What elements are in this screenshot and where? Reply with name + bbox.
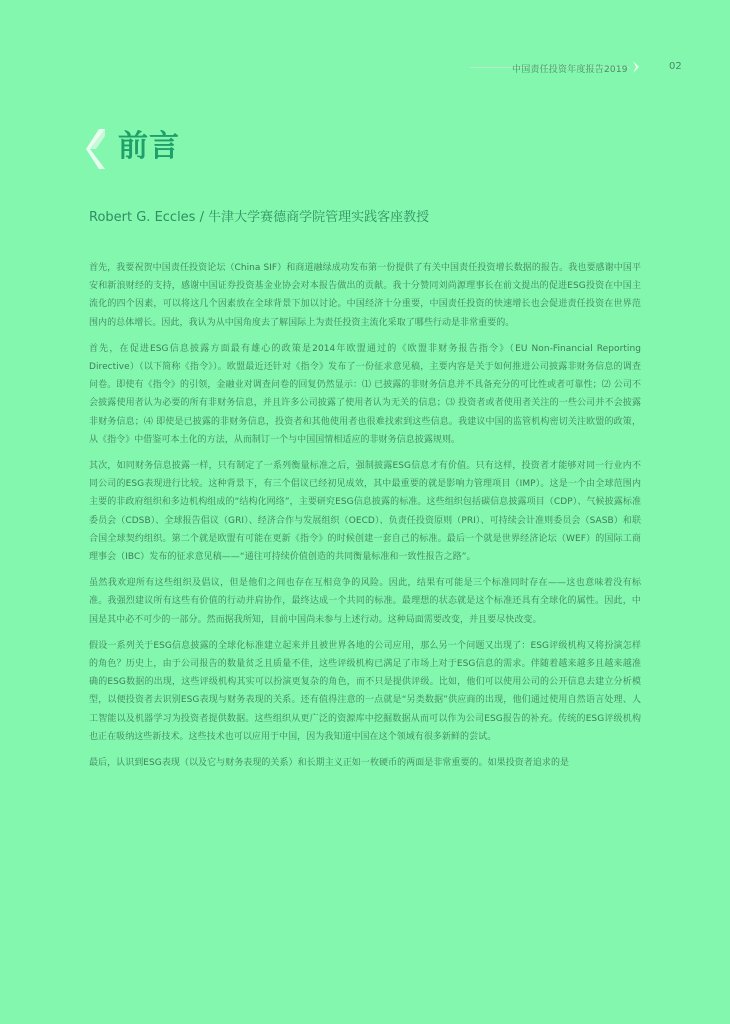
page-number: 02 [669, 61, 682, 72]
paragraph: 首先，我要祝贺中国责任投资论坛（China SIF）和商道融绿成功发布第一份提供了有关中国责任投资增长数据的报告。我也要感谢中国平安和新浪财经的支持，感谢中国证券投资基金业协会对本报告做出的贡献。我十分赞同刘尚源理事长在前文提出的促进ESG投资在中国主流化的四个因素，可以将这几个因素放在全球背景下加以讨论。中国经济十分重要，中国责任投资的快速增长也会促进责任投资在世界范围内的总体增长。因此，我认为从中国角度去了解国际上为责任投资主流化采取了哪些行动是非常重要的。 [89, 263, 641, 328]
paragraph: 首先，在促进ESG信息披露方面最有雄心的政策是2014年欧盟通过的《欧盟非财务报告指令》（EU Non-Financial Reporting Directive）（以下简称《指令》）。欧盟最近还针对《指令》发布了一份征求意见稿，主要内容是关于如何推进公司披露非财务信息的调查问卷。即使有《指令》的引领，金融业对调查问卷的回复仍然显示：⑴ 已披露的非财务信息并不具备充分的可比性或者可靠性；⑵ 公司不会披露使用者认为必要的所有非财务信息，并且许多公司披露了使用者认为无关的信息；⑶ 投资者或者使用者关注的一些公司并不会披露非财务信息；⑷ 即使是已披露的非财务信息，投资者和其他使用者也很难找索到这些信息。我建议中国的监管机构密切关注欧盟的政策，从《指令》中借鉴可本土化的方法，从而制订一个与中国国情相适应的非财务信息披露规则。 [89, 343, 641, 445]
paragraph: 最后，认识到ESG表现（以及它与财务表现的关系）和长期主义正如一枚硬币的两面是非常重要的。如果投资者追求的是 [89, 758, 570, 769]
paragraph: 虽然我欢迎所有这些组织及倡议，但是他们之间也存在互相竞争的风险。因此，结果有可能是三个标准同时存在——这也意味着没有标准。我强烈建议所有这些有价值的行动并肩协作，最终达成一个共同的标准。最理想的状态就是这个标准还具有全球化的属性。因此，中国是其中必不可少的一部分。然而据我所知，目前中国尚未参与上述行动。这种局面需要改变，并且要尽快改变。 [89, 578, 641, 625]
report-title: 中国责任投资年度报告2019 [512, 65, 628, 75]
page-title: 前言 [118, 129, 180, 164]
chevron-left-icon [86, 128, 106, 170]
paragraph: 假设一系列关于ESG信息披露的全球化标准建立起来并且被世界各地的公司应用，那么另一个问题又出现了：ESG评级机构又将扮演怎样的角色？历史上，由于公司报告的数量贫乏且质量不佳，这些评级机构已满足了市场上对于ESG信息的需求。伴随着越来越多且越来越准确的ESG数据的出现，这些评级机构其实可以扮演更复杂的角色，而不只是提供评级。比如，他们可以使用公司的公开信息去建立分析模型，以便投资者去识别ESG表现与财务表现的关系。还有值得注意的一点就是“另类数据”供应商的出现，他们通过使用自然语言处理、人工智能以及机器学习为投资者提供数据。这些组织从更广泛的资源库中挖掘数据从而可以作为公司ESG报告的补充。传统的ESG评级机构也正在吸纳这些新技术。这些技术也可以应用于中国，因为我知道中国在这个领域有很多新鲜的尝试。 [89, 640, 641, 742]
article-body [89, 259, 641, 780]
paragraph: 其次，如同财务信息披露一样，只有制定了一系列衡量标准之后，强制披露ESG信息才有价值。只有这样，投资者才能够对同一行业内不同公司的ESG表现进行比较。这种背景下，有三个倡议已经初见成效，其中最重要的就是影响力管理项目（IMP）。这是一个由全球范围内主要的非政府组织和多边机构组成的“结构化网络”，主要研究ESG信息披露的标准。这些组织包括碳信息披露项目（CDP）、气候披露标准委员会（CDSB）、全球报告倡议（GRI）、经济合作与发展组织（OECD）、负责任投资原则（PRI）、可持续会计准则委员会（SASB）和联合国全球契约组织。第二个就是欧盟有可能在更新《指令》的时候创建一套自己的标准。最后一个就是世界经济论坛（WEF）的国际工商理事会（IBC）发布的征求意见稿——“通往可持续价值创造的共同衡量标准和一致性报告之路”。 [89, 461, 641, 563]
author-line: Robert G. Eccles / 牛津大学赛德商学院管理实践客座教授 [89, 210, 430, 225]
chevron-right-icon [632, 60, 640, 74]
